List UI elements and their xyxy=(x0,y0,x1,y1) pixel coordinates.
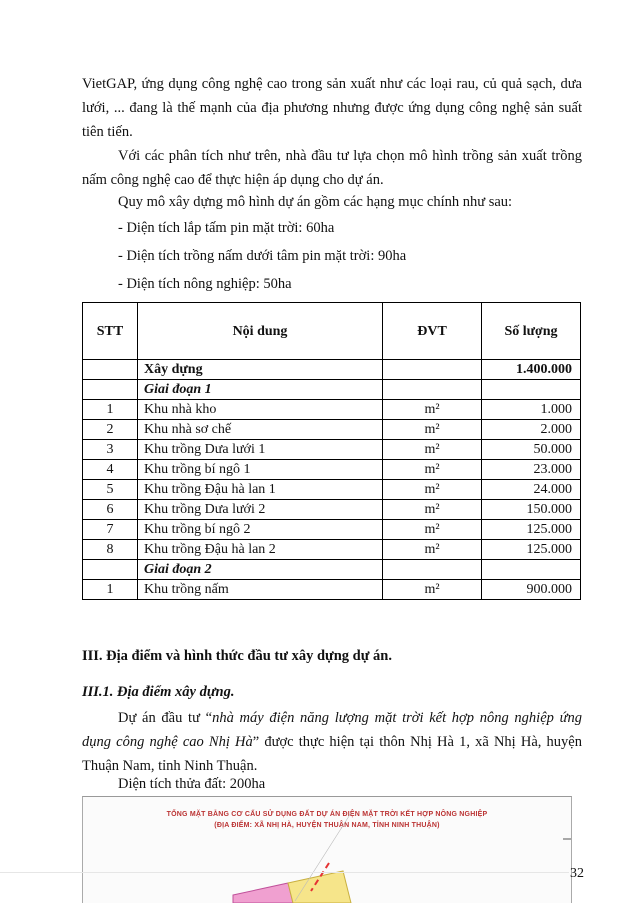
row-name: Khu trồng bí ngô 2 xyxy=(138,520,383,540)
table-row xyxy=(83,460,581,480)
row-stt: 3 xyxy=(83,440,138,460)
header-quantity: Số lượng xyxy=(482,303,581,360)
row-qty: 900.000 xyxy=(482,580,581,600)
land-parcel-shape xyxy=(233,883,293,903)
row-stt: 5 xyxy=(83,480,138,500)
row-name: Khu trồng Dưa lưới 1 xyxy=(138,440,383,460)
header-stt: STT xyxy=(83,303,138,360)
row-qty: 2.000 xyxy=(482,420,581,440)
bullet-solar-area: - Diện tích lắp tấm pin mặt trời: 60ha xyxy=(118,220,335,236)
map-title-line1: TỔNG MẶT BẰNG CƠ CẤU SỬ DỤNG ĐẤT DỰ ÁN ĐIỆN MẶT TRỜI KẾT HỢP NÔNG NGHIỆP xyxy=(166,811,488,818)
bullet-mushroom-area: - Diện tích trồng nấm dưới tâm pin mặt trời: 90ha xyxy=(118,248,407,264)
phase1-label: Giai đoạn 1 xyxy=(138,380,383,400)
table-row xyxy=(83,440,581,460)
phase2-label: Giai đoạn 2 xyxy=(138,560,383,580)
table-row xyxy=(83,400,581,420)
row-unit: m² xyxy=(383,420,482,440)
table-row xyxy=(83,480,581,500)
row-stt: 4 xyxy=(83,460,138,480)
construction-total: 1.400.000 xyxy=(482,360,581,380)
table-row xyxy=(83,580,581,600)
project-name: nhà máy điện năng lượng mặt trời kết hợp nông nghiệp ứng dụng công nghệ cao Nhị Hà xyxy=(82,710,583,750)
site-plan-drawing xyxy=(83,797,571,903)
section-heading: III. Địa điểm và hình thức đầu tư xây dựng dự án. xyxy=(82,648,392,664)
row-name: Khu trồng nấm xyxy=(138,580,383,600)
bullet-agriculture-area: - Diện tích nông nghiệp: 50ha xyxy=(118,276,292,292)
row-qty: 125.000 xyxy=(482,520,581,540)
row-qty: 23.000 xyxy=(482,460,581,480)
row-name: Khu trồng bí ngô 1 xyxy=(138,460,383,480)
row-name: Khu nhà sơ chế xyxy=(138,420,383,440)
row-qty: 50.000 xyxy=(482,440,581,460)
site-plan-map xyxy=(82,796,572,903)
row-qty: 1.000 xyxy=(482,400,581,420)
row-unit: m² xyxy=(383,400,482,420)
map-title-line2: (ĐỊA ĐIỂM: XÃ NHỊ HÀ, HUYỆN THUẬN NAM, TỈNH NINH THUẬN) xyxy=(214,822,440,829)
row-stt: 2 xyxy=(83,420,138,440)
table-row xyxy=(83,420,581,440)
row-stt: 7 xyxy=(83,520,138,540)
row-unit: m² xyxy=(383,580,482,600)
construction-table xyxy=(82,302,581,600)
header-content: Nội dung xyxy=(138,303,383,360)
row-stt: 1 xyxy=(83,580,138,600)
row-unit: m² xyxy=(383,460,482,480)
paragraph-location: Dự án đầu tư “nhà máy điện năng lượng mặt trời kết hợp nông nghiệp ứng dụng công nghệ cao Nhị Hà” được thực hiện tại thôn Nhị Hà 1, xã Nhị Hà, huyện Thuận Nam, tỉnh Ninh Thuận. xyxy=(82,710,583,774)
row-name: Khu trồng Đậu hà lan 1 xyxy=(138,480,383,500)
paragraph-intro: VietGAP, ứng dụng công nghệ cao trong sản xuất như các loại rau, củ quả sạch, dưa lưới, ... đang là thế mạnh của địa phương nhưng được ứng dụng công nghệ sản suất tiên tiến. xyxy=(82,76,582,140)
row-stt: 1 xyxy=(83,400,138,420)
table-row xyxy=(83,500,581,520)
construction-label: Xây dựng xyxy=(138,360,383,380)
table-row-phase2 xyxy=(83,560,581,580)
row-qty: 24.000 xyxy=(482,480,581,500)
row-qty: 150.000 xyxy=(482,500,581,520)
row-unit: m² xyxy=(383,520,482,540)
paragraph-analysis: Với các phân tích như trên, nhà đầu tư lựa chọn mô hình trồng sản xuất trồng nấm công nghệ cao để thực hiện áp dụng cho dự án. xyxy=(82,148,582,188)
row-unit: m² xyxy=(383,540,482,560)
paragraph-scale: Quy mô xây dựng mô hình dự án gồm các hạng mục chính như sau: xyxy=(118,194,513,210)
row-qty: 125.000 xyxy=(482,540,581,560)
page-number: 32 xyxy=(570,866,584,881)
row-unit: m² xyxy=(383,500,482,520)
row-name: Khu nhà kho xyxy=(138,400,383,420)
row-unit: m² xyxy=(383,480,482,500)
table-row xyxy=(83,520,581,540)
row-name: Khu trồng Đậu hà lan 2 xyxy=(138,540,383,560)
row-stt: 8 xyxy=(83,540,138,560)
land-parcel-shape xyxy=(288,871,351,903)
table-row-construction xyxy=(83,360,581,380)
table-row-phase1 xyxy=(83,380,581,400)
header-unit: ĐVT xyxy=(383,303,482,360)
row-stt: 6 xyxy=(83,500,138,520)
table-row xyxy=(83,540,581,560)
table-header-row xyxy=(83,303,581,360)
subsection-heading: III.1. Địa điểm xây dựng. xyxy=(82,684,235,700)
row-name: Khu trồng Dưa lưới 2 xyxy=(138,500,383,520)
paragraph-land-area: Diện tích thửa đất: 200ha xyxy=(118,776,266,792)
row-unit: m² xyxy=(383,440,482,460)
footer-rule xyxy=(0,872,569,873)
